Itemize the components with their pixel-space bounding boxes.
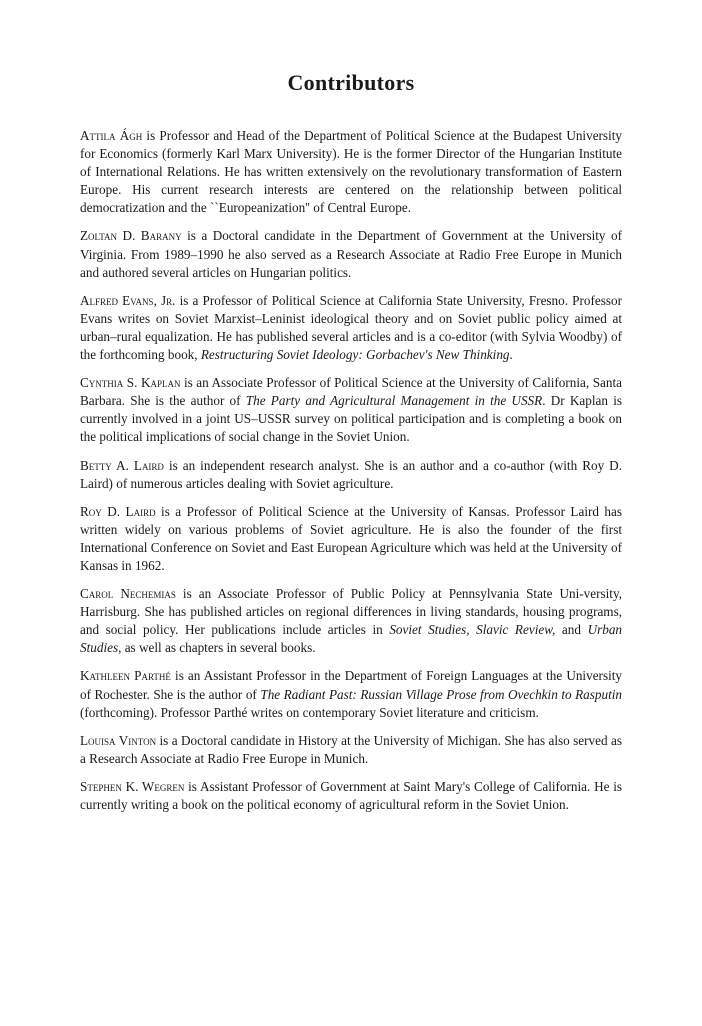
contributor-bio: is an Assistant Professor in the Department of Foreign Languages at the University of Rochester. She is the author of [80, 668, 622, 702]
contributor-name: Roy D. Laird [80, 503, 156, 519]
contributor-entry [80, 585, 622, 657]
contributor-name: Cynthia S. Kaplan [80, 375, 181, 391]
contributor-name: Attila Ágh [80, 128, 143, 143]
contributor-bio-end: , as well as chapters in several books. [118, 640, 316, 656]
contributor-bio: is Assistant Professor of Government at Saint Mary's College of California. He is currently writing a book on the political economy of agricultural reform in the Soviet Union. [80, 778, 622, 812]
contributor-bio-end: . [509, 347, 513, 363]
contributor-bio: is an Associate Professor of Public Policy at Pennsylvania State Uni-versity, Harrisburg. She has published articles on regional differences in living standards, housing programs, and social policy. Her publications include articles in [80, 586, 623, 638]
contributor-entry [80, 227, 622, 281]
contributor-bio: is an Associate Professor of Political Science at the University of California, Santa Barbara. She is the author of [80, 375, 622, 409]
contributor-entry [80, 127, 622, 217]
contributor-bio: is an independent research analyst. She is an author and a co-author (with Roy D. Laird) of numerous articles dealing with Soviet agriculture. [80, 457, 622, 491]
contributor-name: Stephen K. Wegren [80, 778, 185, 794]
contributor-bio: is a Doctoral candidate in the Department of Government at the University of Virginia. From 1989–1990 he also served as a Research Associate at Radio Free Europe in Munich and authored several articles on Hungarian politics. [80, 228, 622, 280]
contributor-bio-end: (forthcoming). Professor Parthé writes on contemporary Soviet literature and criticism. [80, 704, 539, 720]
contributor-name: Louisa Vinton [80, 732, 157, 748]
contributor-bio: is Professor and Head of the Department of Political Science at the Budapest University for Economics (formerly Karl Marx University). He is the former Director of the Hungarian Institute of International Relations. He has written extensively on the revolutionary transformation of Eastern Europe. His current research interests are centered on the relationship between political democratization and the ``Europeanization'' of Central Europe. [80, 128, 622, 216]
contributor-entry [80, 503, 622, 575]
contributor-bio: is a Professor of Political Science at the University of Kansas. Professor Laird has written widely on various problems of Soviet agriculture. He is also the founder of the first International Conference on Soviet and East European Agriculture which was held at the University of Kansas in 1962. [80, 503, 623, 573]
contributor-bio-mid: and [555, 622, 588, 638]
contributor-entry [80, 457, 622, 493]
contributor-name: Betty A. Laird [80, 457, 164, 473]
page [80, 70, 622, 824]
contributor-entry [80, 732, 622, 768]
contributor-bio: is a Professor of Political Science at California State University, Fresno. Professor Evans writes on Soviet Marxist–Leninist ideological theory and on Soviet public policy aimed at urban–rural equalization. He has published several articles and is a co-editor (with Sylvia Woodby) of the forthcoming book, [80, 292, 622, 363]
contributor-entry [80, 667, 622, 721]
book-title: Restructuring Soviet Ideology: Gorbachev's New Thinking [200, 347, 510, 363]
contributor-entry [80, 778, 622, 814]
contributor-bio: is a Doctoral candidate in History at the University of Michigan. She has also served as a Research Associate at Radio Free Europe in Munich. [80, 732, 622, 766]
contributor-name: Zoltan D. Barany [80, 228, 182, 244]
journal-title: Urban Studies [80, 622, 623, 656]
journal-titles: Soviet Studies, Slavic Review, [389, 622, 556, 638]
contributor-bio-end: . Dr Kaplan is currently involved in a joint US–USSR survey on political participation and is completing a book on the political implications of social change in the Soviet Union. [80, 393, 622, 445]
contributor-name: Alfred Evans, Jr. [80, 292, 176, 308]
contributor-entry [80, 292, 622, 364]
contributor-name: Carol Nechemias [80, 586, 176, 602]
book-title: The Party and Agricultural Management in the USSR [245, 393, 543, 409]
contributor-name: Kathleen Parthé [80, 668, 171, 684]
book-title: The Radiant Past: Russian Village Prose from Ovechkin to Rasputin [260, 686, 622, 702]
page-title: Contributors [287, 70, 415, 95]
contributor-entry [80, 374, 622, 446]
